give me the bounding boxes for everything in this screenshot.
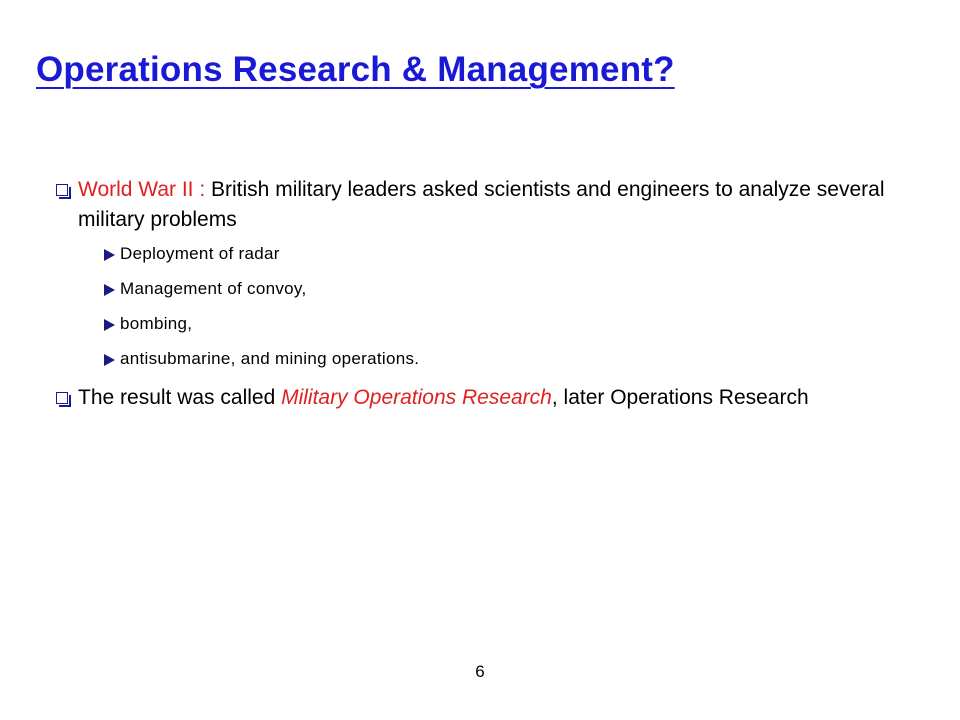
sub-bullet-list <box>104 243 918 370</box>
right-arrow-bullet-icon <box>104 284 115 296</box>
sub-bullet-item <box>104 313 918 335</box>
sub-bullet-item <box>104 278 918 300</box>
bullet-world-war <box>78 175 918 235</box>
bullet-text-after: , later Operations Research <box>551 386 809 409</box>
bullet-result <box>78 383 918 413</box>
bullet-text-before: The result was called <box>78 386 282 409</box>
page-number: 6 <box>475 662 485 681</box>
right-arrow-bullet-icon <box>104 249 115 261</box>
sub-bullet-text: Management of convoy, <box>120 279 307 298</box>
hollow-square-bullet-icon <box>56 184 68 196</box>
slide-content <box>78 175 918 415</box>
sub-bullet-item <box>104 243 918 265</box>
bullet-emphasis: Military Operations Research <box>281 386 552 409</box>
sub-bullet-text: bombing, <box>120 314 193 333</box>
sub-bullet-item <box>104 348 918 370</box>
bullet-red-prefix: World War II : <box>78 178 212 201</box>
hollow-square-bullet-icon <box>56 392 68 404</box>
sub-bullet-text: antisubmarine, and mining operations. <box>120 349 420 368</box>
right-arrow-bullet-icon <box>104 354 115 366</box>
bullet-text: British military leaders asked scientists and engineers to analyze several military problems <box>78 178 885 231</box>
sub-bullet-text: Deployment of radar <box>120 244 280 263</box>
right-arrow-bullet-icon <box>104 319 115 331</box>
slide-title: Operations Research & Management? <box>36 50 675 89</box>
